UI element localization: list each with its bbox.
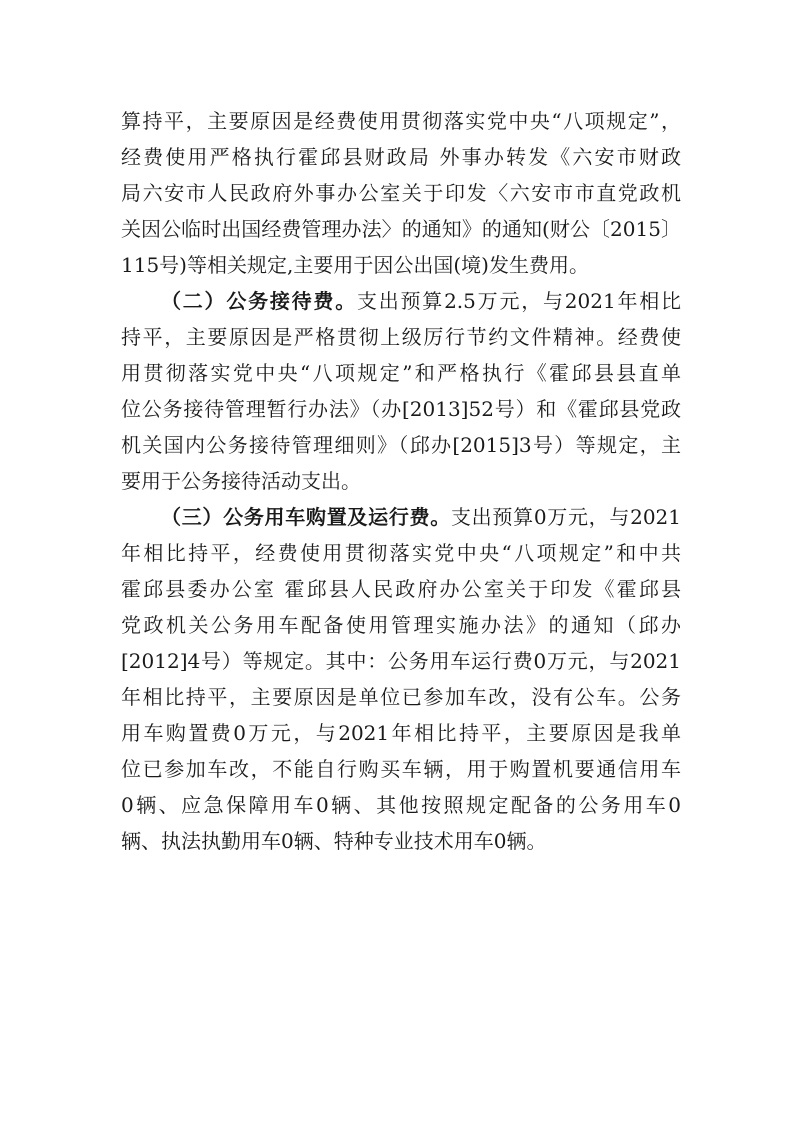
paragraph-vehicle-expenses — [121, 499, 681, 859]
text-line: 局六安市人民政府外事办公室关于印发〈六安市市直党政机 — [121, 181, 681, 205]
text-span: 支出预算0万元，与2021 — [450, 505, 681, 529]
section-heading: （三）公务用车购置及运行费。 — [161, 505, 451, 529]
text-line: 0辆、应急保障用车0辆、其他按照规定配备的公务用车0 — [121, 793, 681, 817]
text-line — [121, 283, 681, 319]
text-line: 用车购置费0万元，与2021年相比持平，主要原因是我单 — [121, 721, 681, 745]
text-line: 位公务接待管理暂行办法》（办[2013]52号）和《霍邱县党政 — [121, 397, 681, 421]
text-line: 年相比持平，经费使用贯彻落实党中央“八项规定”和中共 — [121, 541, 681, 565]
paragraph-reception-expenses — [121, 283, 681, 499]
text-line: 经费使用严格执行霍邱县财政局 外事办转发《六安市财政 — [121, 145, 681, 169]
text-line: 机关国内公务接待管理细则》（邱办[2015]3号）等规定，主 — [121, 433, 681, 457]
text-line: 持平，主要原因是严格贯彻上级厉行节约文件精神。经费使 — [121, 325, 681, 349]
document-body — [121, 103, 681, 859]
text-line: 关因公临时出国经费管理办法〉的通知》的通知(财公〔2015〕 — [121, 217, 681, 241]
text-line: 要用于公务接待活动支出。 — [121, 469, 361, 493]
text-line: 位已参加车改，不能自行购买车辆，用于购置机要通信用车 — [121, 757, 681, 781]
section-heading: （二）公务接待费。 — [161, 289, 357, 313]
text-line: 党政机关公务用车配备使用管理实施办法》的通知（邱办 — [121, 613, 681, 637]
text-line: 115号)等相关规定,主要用于因公出国(境)发生费用。 — [121, 253, 589, 277]
text-span: 支出预算2.5万元，与2021年相比 — [356, 289, 681, 313]
text-line: 辆、执法执勤用车0辆、特种专业技术用车0辆。 — [121, 829, 547, 853]
text-line: 霍邱县委办公室 霍邱县人民政府办公室关于印发《霍邱县 — [121, 577, 681, 601]
text-line: 用贯彻落实党中央“八项规定”和严格执行《霍邱县县直单 — [121, 361, 681, 385]
paragraph-overseas-travel — [121, 103, 681, 283]
text-line: 算持平，主要原因是经费使用贯彻落实党中央“八项规定”， — [121, 109, 681, 133]
text-line: 年相比持平，主要原因是单位已参加车改，没有公车。公务 — [121, 685, 681, 709]
text-line: [2012]4号）等规定。其中：公务用车运行费0万元，与2021 — [121, 649, 681, 673]
text-line — [121, 499, 681, 535]
